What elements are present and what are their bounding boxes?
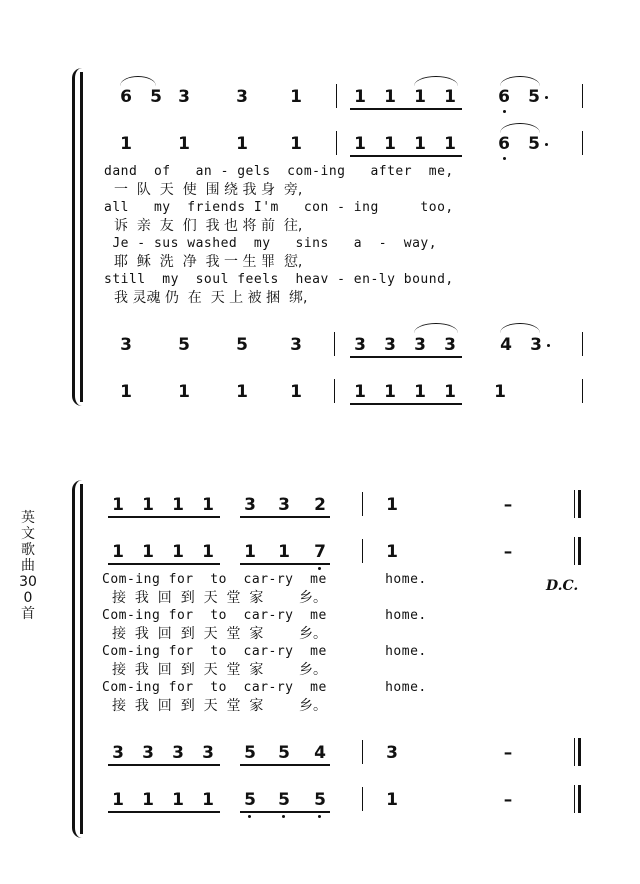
note: 1 (384, 87, 396, 107)
aug-dot (545, 96, 548, 99)
note: 1 (384, 134, 396, 154)
lyric-line-cn: 我 灵魂 仍 在 天 上 被 捆 绑, (114, 290, 308, 306)
note: 6 (120, 87, 132, 107)
system1-left-bar (80, 72, 83, 402)
note: 1 (112, 790, 124, 810)
note: 3 (278, 495, 290, 515)
beam (108, 811, 220, 813)
dash: – (503, 542, 513, 562)
note: 3 (386, 743, 398, 763)
lyric-line-cn: 接 我 回 到 天 堂 家 乡。 (112, 626, 328, 642)
slur (500, 76, 540, 86)
note: 1 (172, 495, 184, 515)
final-barline-thin (574, 490, 575, 518)
note: 3 (384, 335, 396, 355)
note: 1 (278, 542, 290, 562)
note: 3 (202, 743, 214, 763)
note: 5 (278, 743, 290, 763)
lyric-line-cn: 诉 亲 友 们 我 也 将 前 往, (114, 218, 303, 234)
note: 3 (142, 743, 154, 763)
note: 5 (244, 743, 256, 763)
lyric-line-en: Com-ing for to car-ry me home. (102, 680, 427, 695)
low-octave-dot (282, 815, 285, 818)
note: 1 (290, 134, 302, 154)
lyric-line-cn: 一 队 天 使 围 绕 我 身 旁, (114, 182, 303, 198)
note: 1 (290, 87, 302, 107)
lyric-line-en: dand of an - gels com-ing after me, (104, 164, 454, 179)
note: 1 (414, 134, 426, 154)
note: 1 (386, 790, 398, 810)
note: 3 (112, 743, 124, 763)
barline (582, 379, 583, 403)
lyric-line-en: Je - sus washed my sins a - way, (104, 236, 438, 251)
barline (336, 131, 337, 155)
note: 3 (236, 87, 248, 107)
beam (240, 764, 330, 766)
beam (350, 155, 462, 157)
beam (240, 516, 330, 518)
beam (240, 811, 330, 813)
beam (240, 563, 330, 565)
barline (362, 787, 363, 811)
final-barline-thick (578, 537, 581, 565)
note: 5 (528, 87, 540, 107)
note: 1 (120, 382, 132, 402)
note: 6 (498, 134, 510, 154)
low-octave-dot (248, 815, 251, 818)
final-barline-thin (574, 785, 575, 813)
note: 2 (314, 495, 326, 515)
note: 1 (142, 495, 154, 515)
dash: – (503, 743, 513, 763)
book-title: 英文歌曲300首 (19, 510, 37, 622)
low-octave-dot (503, 110, 506, 113)
low-octave-dot (318, 815, 321, 818)
note: 1 (354, 382, 366, 402)
final-barline-thin (574, 537, 575, 565)
lyric-line-cn: 接 我 回 到 天 堂 家 乡。 (112, 662, 328, 678)
note: 1 (202, 495, 214, 515)
note: 1 (244, 542, 256, 562)
final-barline-thick (578, 738, 581, 766)
note: 1 (386, 495, 398, 515)
final-barline-thick (578, 490, 581, 518)
note: 1 (142, 790, 154, 810)
aug-dot (547, 344, 550, 347)
note: 1 (142, 542, 154, 562)
beam (108, 764, 220, 766)
note: 1 (444, 87, 456, 107)
lyric-line-en: Com-ing for to car-ry me home. (102, 644, 427, 659)
low-octave-dot (503, 157, 506, 160)
barline (336, 84, 337, 108)
slur (414, 323, 458, 333)
barline (582, 84, 583, 108)
barline (582, 131, 583, 155)
barline (362, 492, 363, 516)
barline (582, 332, 583, 356)
note: 3 (172, 743, 184, 763)
note: 5 (236, 335, 248, 355)
note: 3 (120, 335, 132, 355)
lyric-line-en: all my friends I'm con - ing too, (104, 200, 454, 215)
note: 6 (498, 87, 510, 107)
note: 1 (444, 134, 456, 154)
note: 1 (386, 542, 398, 562)
note: 1 (444, 382, 456, 402)
dash: – (503, 790, 513, 810)
system2-left-bar (80, 484, 83, 834)
note: 1 (202, 790, 214, 810)
note: 4 (314, 743, 326, 763)
note: 1 (172, 790, 184, 810)
low-octave-dot (318, 567, 321, 570)
note: 1 (112, 495, 124, 515)
barline (362, 539, 363, 563)
repeat-mark-dc: D.C. (546, 578, 579, 594)
note: 1 (354, 134, 366, 154)
final-barline-thick (578, 785, 581, 813)
note: 1 (120, 134, 132, 154)
note: 3 (244, 495, 256, 515)
note: 1 (414, 382, 426, 402)
dash: – (503, 495, 513, 515)
beam (108, 563, 220, 565)
note: 5 (314, 790, 326, 810)
slur (414, 76, 458, 86)
slur (500, 323, 540, 333)
slur (500, 123, 540, 133)
note: 7 (314, 542, 326, 562)
final-barline-thin (574, 738, 575, 766)
lyric-line-en: Com-ing for to car-ry me home. (102, 572, 427, 587)
note: 3 (354, 335, 366, 355)
beam (350, 403, 462, 405)
note: 3 (178, 87, 190, 107)
note: 4 (500, 335, 512, 355)
aug-dot (545, 143, 548, 146)
note: 1 (414, 87, 426, 107)
note: 5 (244, 790, 256, 810)
note: 1 (178, 134, 190, 154)
beam (350, 108, 462, 110)
note: 5 (528, 134, 540, 154)
note: 1 (172, 542, 184, 562)
note: 3 (530, 335, 542, 355)
lyric-line-cn: 耶 稣 洗 净 我 一 生 罪 愆, (114, 254, 303, 270)
note: 5 (278, 790, 290, 810)
note: 5 (178, 335, 190, 355)
note: 1 (384, 382, 396, 402)
lyric-line-cn: 接 我 回 到 天 堂 家 乡。 (112, 590, 328, 606)
note: 1 (236, 382, 248, 402)
note: 1 (202, 542, 214, 562)
barline (362, 740, 363, 764)
note: 1 (236, 134, 248, 154)
barline (334, 332, 335, 356)
lyric-line-en: still my soul feels heav - en-ly bound, (104, 272, 454, 287)
note: 1 (290, 382, 302, 402)
note: 1 (354, 87, 366, 107)
lyric-line-en: Com-ing for to car-ry me home. (102, 608, 427, 623)
beam (108, 516, 220, 518)
lyric-line-cn: 接 我 回 到 天 堂 家 乡。 (112, 698, 328, 714)
note: 1 (494, 382, 506, 402)
slur (120, 76, 156, 86)
note: 5 (150, 87, 162, 107)
beam (350, 356, 462, 358)
note: 3 (444, 335, 456, 355)
barline (334, 379, 335, 403)
note: 1 (178, 382, 190, 402)
note: 3 (290, 335, 302, 355)
note: 3 (414, 335, 426, 355)
note: 1 (112, 542, 124, 562)
